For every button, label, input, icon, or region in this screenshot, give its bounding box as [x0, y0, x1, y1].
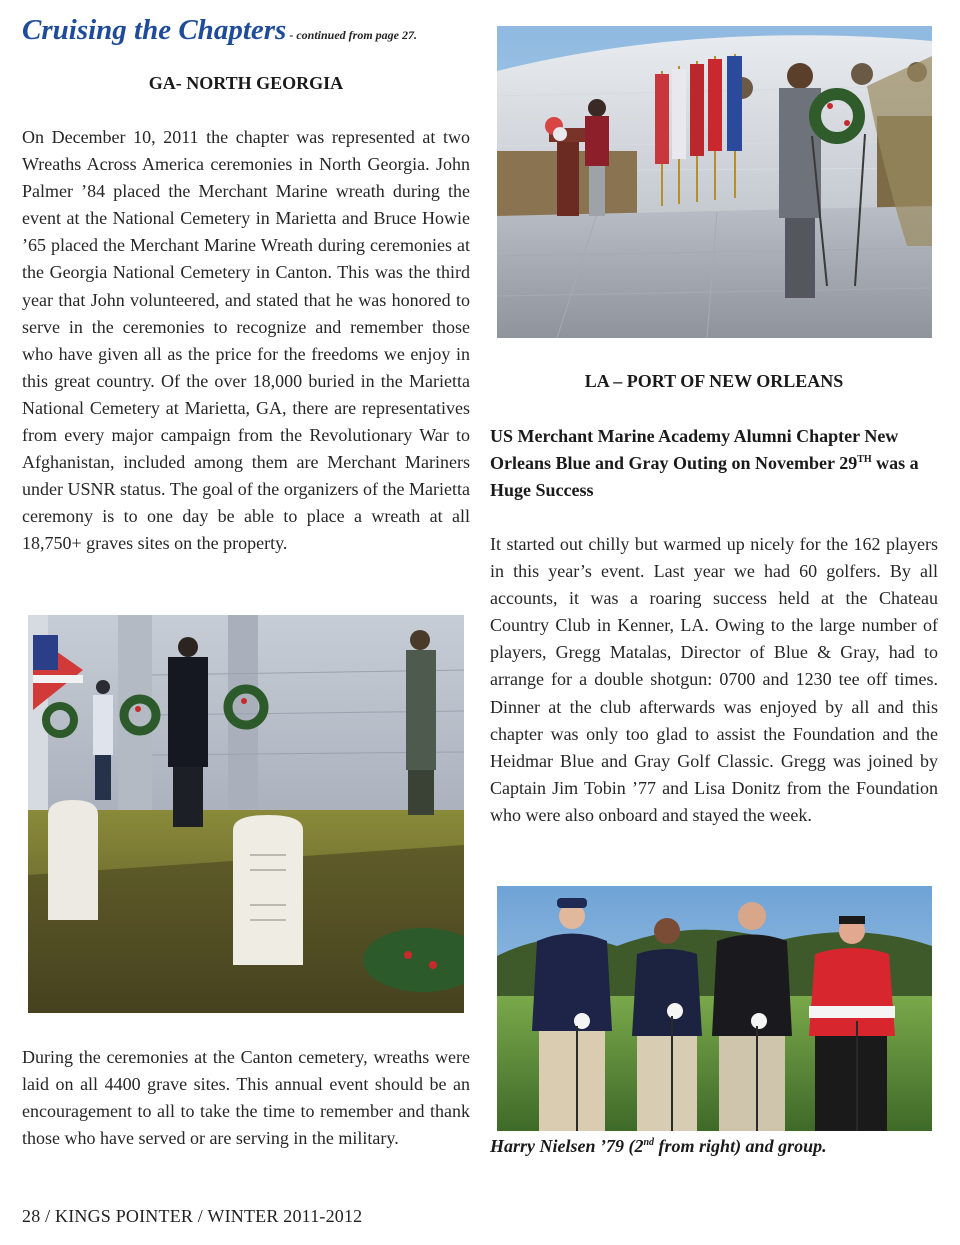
la-subheading-text-2: was a Huge Success: [490, 453, 919, 501]
continued-note: - continued from page 27.: [286, 28, 417, 42]
ga-section-heading: GA- NORTH GEORGIA: [148, 73, 344, 93]
page-title-text: Cruising the Chapters: [22, 14, 287, 46]
golf-caption-text-2: from right) and group.: [654, 1136, 827, 1156]
memorial-photo-illustration: [497, 26, 932, 338]
la-subheading: [490, 423, 938, 504]
page-title: [22, 14, 417, 47]
la-paragraph: It started out chilly but warmed up nicely for the 162 players in this year’s event. Last year we had 60 golfers. By all accounts, it was a roaring success held at the Chateau Country Club in Kenner, LA. Owing to the large number of players, Gregg Matalas, Director of Blue & Gray, had to arrange for a double shotgun: 0700 and 1230 tee off times. Dinner at the club afterwards was enjoyed by all and this chapter was only too glad to assist the Foundation and the Heidmar Blue and Gray Golf Classic. Gregg was joined by Captain Jim Tobin ’77 and Lisa Donitz from the Foundation who were also onboard and stayed the week.: [490, 534, 938, 825]
canton-cemetery-photo: [28, 615, 464, 1013]
cemetery-photo-illustration: [28, 615, 464, 1013]
golf-caption-superscript: nd: [643, 1137, 655, 1148]
golf-caption-text-1: Harry Nielsen ’79 (2: [490, 1136, 644, 1156]
page-footer: 28 / KINGS POINTER / WINTER 2011-2012: [22, 1206, 363, 1226]
ga-paragraph-2: During the ceremonies at the Canton cemetery, wreaths were laid on all 4400 grave sites. This annual event should be an encouragement to all to take the time to remember and thank those who have served or are serving in the military.: [22, 1047, 470, 1149]
la-subheading-text-1: US Merchant Marine Academy Alumni Chapter New Orleans Blue and Gray Outing on November 29: [490, 426, 899, 474]
memorial-wreath-photo: [497, 26, 932, 338]
la-subheading-superscript: TH: [857, 454, 872, 466]
golf-photo-illustration: [497, 886, 932, 1131]
ga-paragraph-1: On December 10, 2011 the chapter was represented at two Wreaths Across America ceremonies in North Georgia. John Palmer ’84 placed the Merchant Marine wreath during the event at the National Cemetery in Marietta and Bruce Howie ’65 placed the Merchant Marine Wreath during ceremonies at the Georgia National Cemetery in Canton. This was the third year that John volunteered, and stated that he was honored to serve in the ceremonies to recognize and remember those who have given all as the price for the freedoms we enjoy in this great country. Of the over 18,000 buried in the Marietta National Cemetery at Marietta, GA, there are representatives from every major campaign from the Revolutionary War to Afghanistan, included among them are Merchant Mariners under USNR status. The goal of the organizers of the Marietta ceremony is to one day be able to place a wreath at all 18,750+ graves sites on the property.: [22, 127, 470, 554]
la-section-heading: LA – PORT OF NEW ORLEANS: [584, 371, 844, 391]
golf-photo-caption: [490, 1136, 827, 1157]
golf-group-photo: [497, 886, 932, 1131]
